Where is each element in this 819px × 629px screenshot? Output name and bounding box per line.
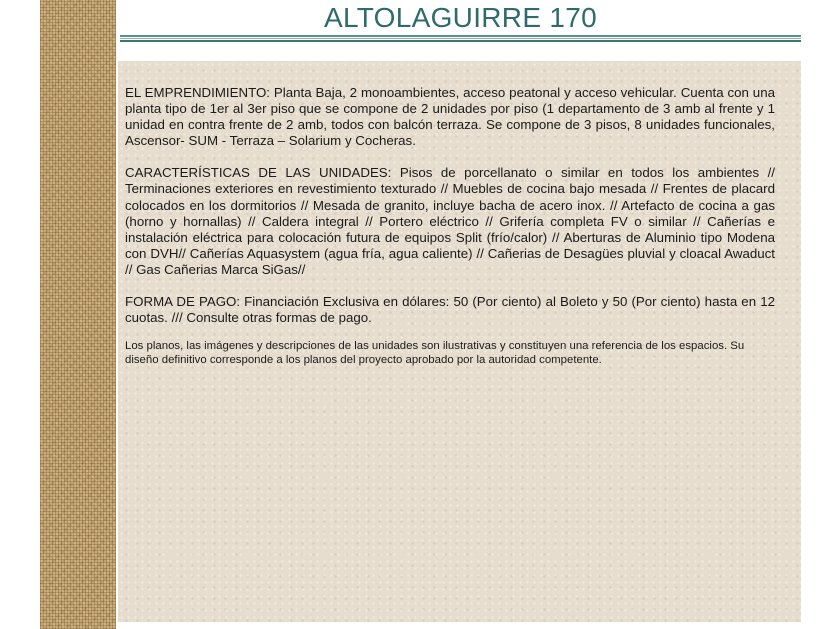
forma-de-pago-paragraph: FORMA DE PAGO: Financiación Exclusiva en dólares: 50 (Por ciento) al Boleto y 50 (Por ciento) hasta en 12 cuotas. /// Consulte otras formas de pago. [125,294,775,326]
divider-line-top [120,35,801,37]
emprendimiento-paragraph: EL EMPRENDIMIENTO: Planta Baja, 2 monoambientes, acceso peatonal y acceso vehicular. Cuenta con una planta tipo de 1er al 3er piso que se compone de 2 unidades por piso (1 departamento de 3 amb al frente y 1 unidad en contra frente de 2 amb, todos con balcón terraza. Se compone de 3 pisos, 8 unidades funcionales, Ascensor- SUM - Terraza – Solarium y Cocheras. [125,85,775,149]
divider-line-bottom [120,40,801,42]
page-title: ALTOLAGUIRRE 170 [324,2,597,33]
divider-line-middle [120,38,801,39]
content-panel [118,61,801,622]
caracteristicas-paragraph: CARACTERÍSTICAS DE LAS UNIDADES: Pisos de porcellanato o similar en todos los ambientes // Terminaciones exteriores en revestimiento texturado // Muebles de cocina bajo mesada // Frentes de placard colocados en los dormitorios // Mesada de granito, incluye bacha de acero inox. // Artefacto de cocina a gas (horno y hornallas) // Caldera integral // Portero eléctrico // Grifería completa FV o similar // Cañerías e instalación eléctrica para colocación futura de equipos Split (frío/calor) // Aberturas de Aluminio tipo Modena con DVH// Cañerías Aquasystem (agua fría, agua caliente) // Cañerias de Desagües pluvial y cloacal Awaduct // Gas Cañerias Marca SiGas// [125,165,775,277]
title-underline-divider [120,35,801,43]
burlap-texture-sidebar [40,0,116,629]
disclaimer-paragraph: Los planos, las imágenes y descripciones de las unidades son ilustrativas y constituyen una referencia de los espacios. Su diseño definitivo corresponde a los planos del proyecto aprobado por la autoridad competente. [125,340,745,366]
